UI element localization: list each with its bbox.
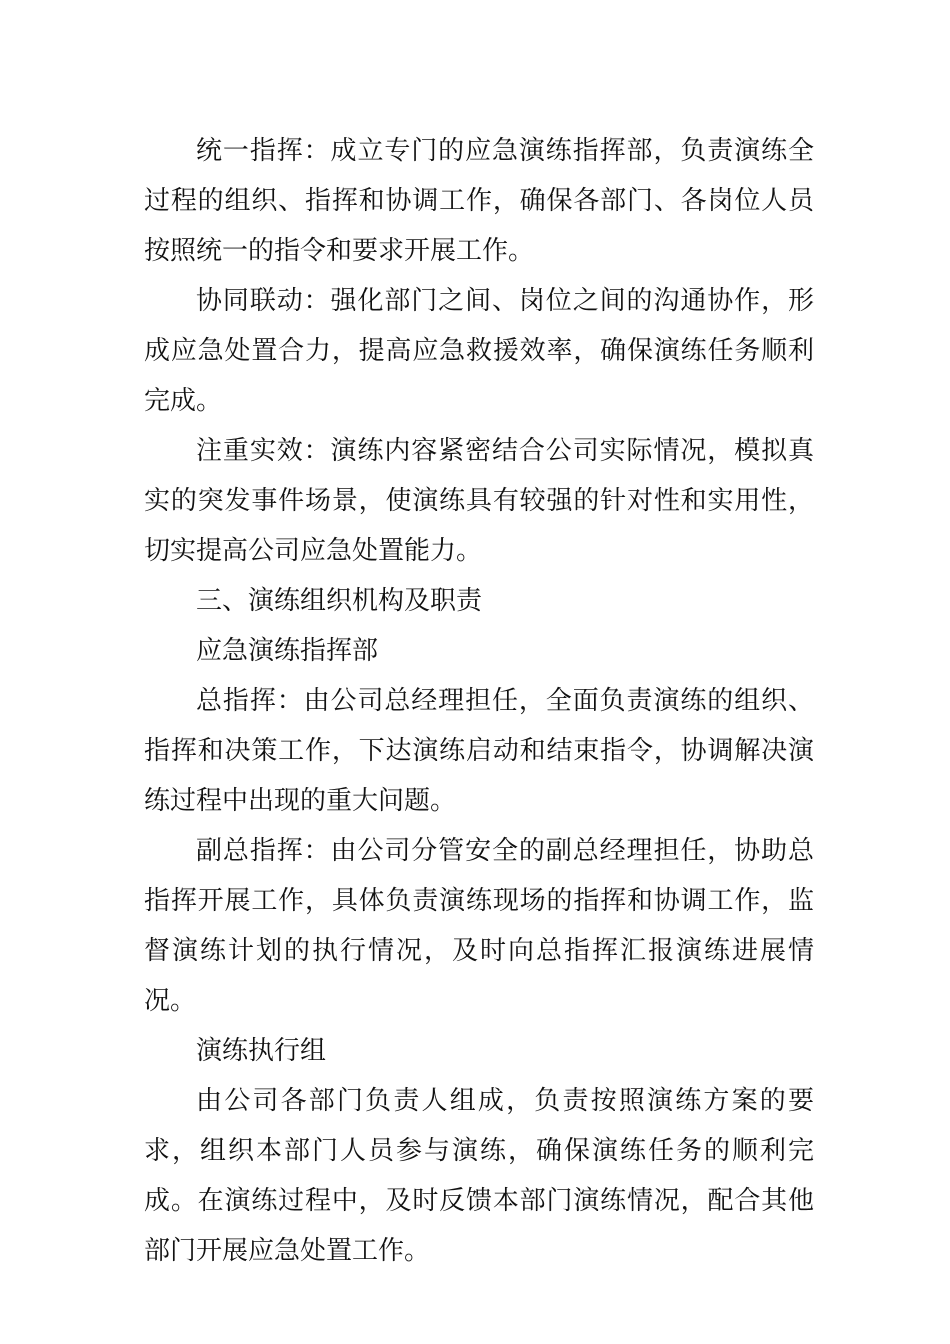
document-body [144,126,814,1276]
paragraph-coordination: 协同联动：强化部门之间、岗位之间的沟通协作，形成应急处置合力，提高应急救援效率，确保演练任务顺利完成。 [144,286,814,416]
subheading-execution-group: 演练执行组 [196,1036,327,1066]
paragraph-chief-commander: 总指挥：由公司总经理担任，全面负责演练的组织、指挥和决策工作，下达演练启动和结束指令，协调解决演练过程中出现的重大问题。 [144,686,814,816]
paragraph-deputy-commander: 副总指挥：由公司分管安全的副总经理担任，协助总指挥开展工作，具体负责演练现场的指挥和协调工作，监督演练计划的执行情况，及时向总指挥汇报演练进展情况。 [144,836,814,1016]
paragraph-unified-command: 统一指挥：成立专门的应急演练指挥部，负责演练全过程的组织、指挥和协调工作，确保各部门、各岗位人员按照统一的指令和要求开展工作。 [144,136,814,266]
subheading-command-center: 应急演练指挥部 [196,636,379,666]
paragraph-effectiveness: 注重实效：演练内容紧密结合公司实际情况，模拟真实的突发事件场景，使演练具有较强的针对性和实用性，切实提高公司应急处置能力。 [144,436,814,566]
section-heading-organization: 三、演练组织机构及职责 [196,586,483,616]
paragraph-execution-group: 由公司各部门负责人组成，负责按照演练方案的要求，组织本部门人员参与演练，确保演练任务的顺利完成。在演练过程中，及时反馈本部门演练情况，配合其他部门开展应急处置工作。 [144,1086,814,1266]
